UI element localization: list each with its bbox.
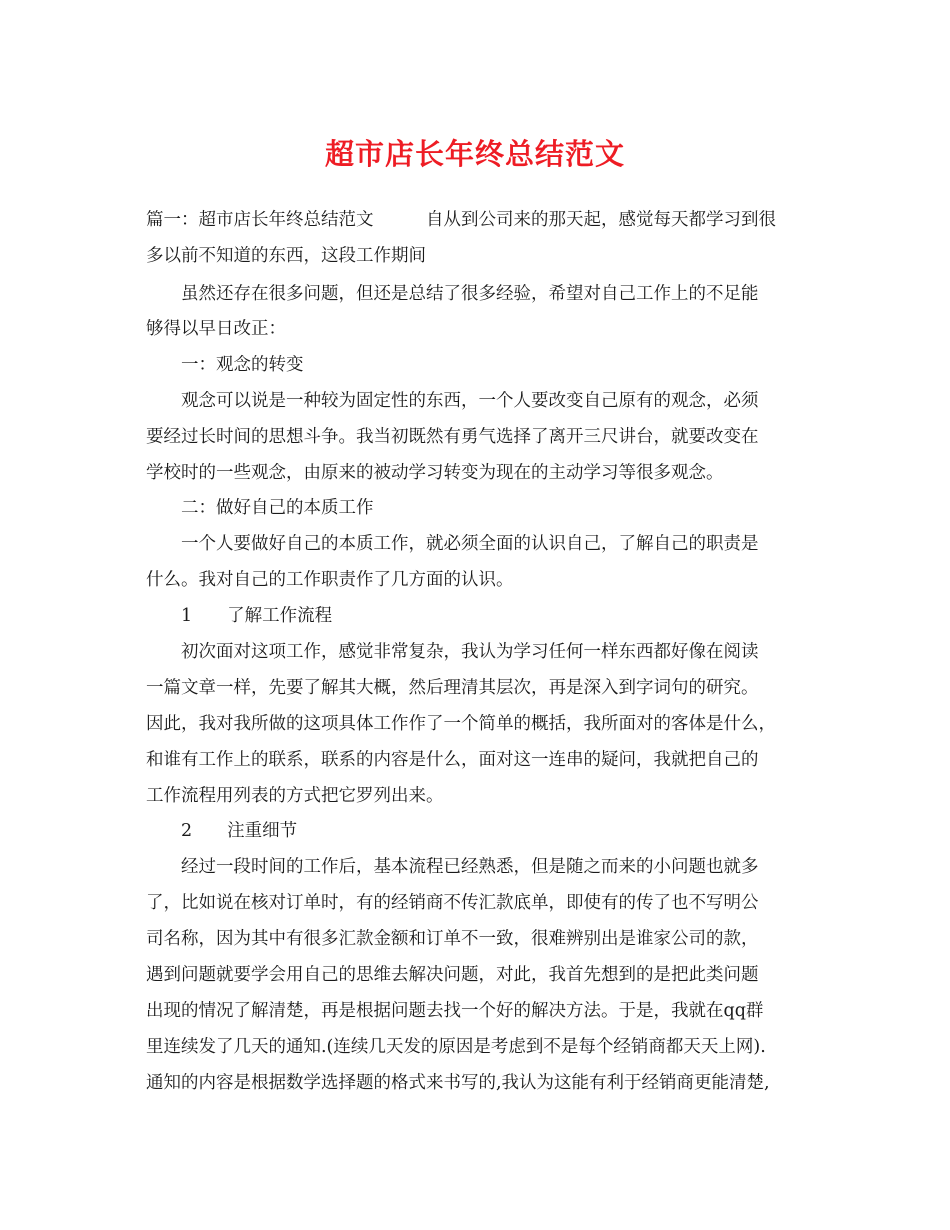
document-title: 超市店长年终总结范文 — [324, 137, 625, 171]
paragraph-line: 观念可以说是一种较为固定性的东西，一个人要改变自己原有的观念，必须 — [146, 391, 759, 411]
paragraph-line: 初次面对这项工作，感觉非常复杂，我认为学习任何一样东西都好像在阅读 — [146, 642, 759, 662]
subsection-heading: 1 了解工作流程 — [146, 606, 333, 626]
paragraph-line: 篇一：超市店长年终总结范文 自从到公司来的那天起，感觉每天都学习到很 — [146, 210, 776, 230]
paragraph-line: 经过一段时间的工作后，基本流程已经熟悉，但是随之而来的小问题也就多 — [146, 857, 759, 877]
paragraph-line: 要经过长时间的思想斗争。我当初既然有勇气选择了离开三尺讲台，就要改变在 — [146, 427, 759, 447]
paragraph-line: 够得以早日改正： — [146, 319, 286, 339]
section-heading: 二：做好自己的本质工作 — [146, 498, 374, 518]
paragraph-line: 什么。我对自己的工作职责作了几方面的认识。 — [146, 570, 514, 590]
paragraph-line: 虽然还存在很多问题，但还是总结了很多经验，希望对自己工作上的不足能 — [146, 284, 759, 304]
section-heading: 一：观念的转变 — [146, 355, 304, 375]
subsection-heading: 2 注重细节 — [146, 821, 298, 841]
paragraph-line: 里连续发了几天的通知.(连续几天发的原因是考虑到不是每个经销商都天天上网). — [146, 1037, 766, 1057]
paragraph-line: 学校时的一些观念，由原来的被动学习转变为现在的主动学习等很多观念。 — [146, 463, 724, 483]
paragraph-line: 一个人要做好自己的本质工作，就必须全面的认识自己，了解自己的职责是 — [146, 534, 759, 554]
paragraph-line: 工作流程用列表的方式把它罗列出来。 — [146, 786, 444, 806]
paragraph-line: 和谁有工作上的联系，联系的内容是什么，面对这一连串的疑问，我就把自己的 — [146, 750, 759, 770]
paragraph-line: 通知的内容是根据数学选择题的格式来书写的,我认为这能有利于经销商更能清楚, — [146, 1073, 770, 1093]
paragraph-line: 遇到问题就要学会用自己的思维去解决问题，对此，我首先想到的是把此类问题 — [146, 965, 759, 985]
paragraph-line: 司名称，因为其中有很多汇款金额和订单不一致，很难辨别出是谁家公司的款， — [146, 929, 759, 949]
paragraph-line: 了，比如说在核对订单时，有的经销商不传汇款底单，即使有的传了也不写明公 — [146, 893, 759, 913]
paragraph-line: 出现的情况了解清楚，再是根据问题去找一个好的解决方法。于是，我就在qq群 — [146, 1001, 764, 1021]
paragraph-line: 因此，我对我所做的这项具体工作作了一个简单的概括，我所面对的客体是什么， — [146, 714, 776, 734]
paragraph-line: 一篇文章一样，先要了解其大概，然后理清其层次，再是深入到字词句的研究。 — [146, 678, 759, 698]
paragraph-line: 多以前不知道的东西，这段工作期间 — [146, 246, 426, 266]
